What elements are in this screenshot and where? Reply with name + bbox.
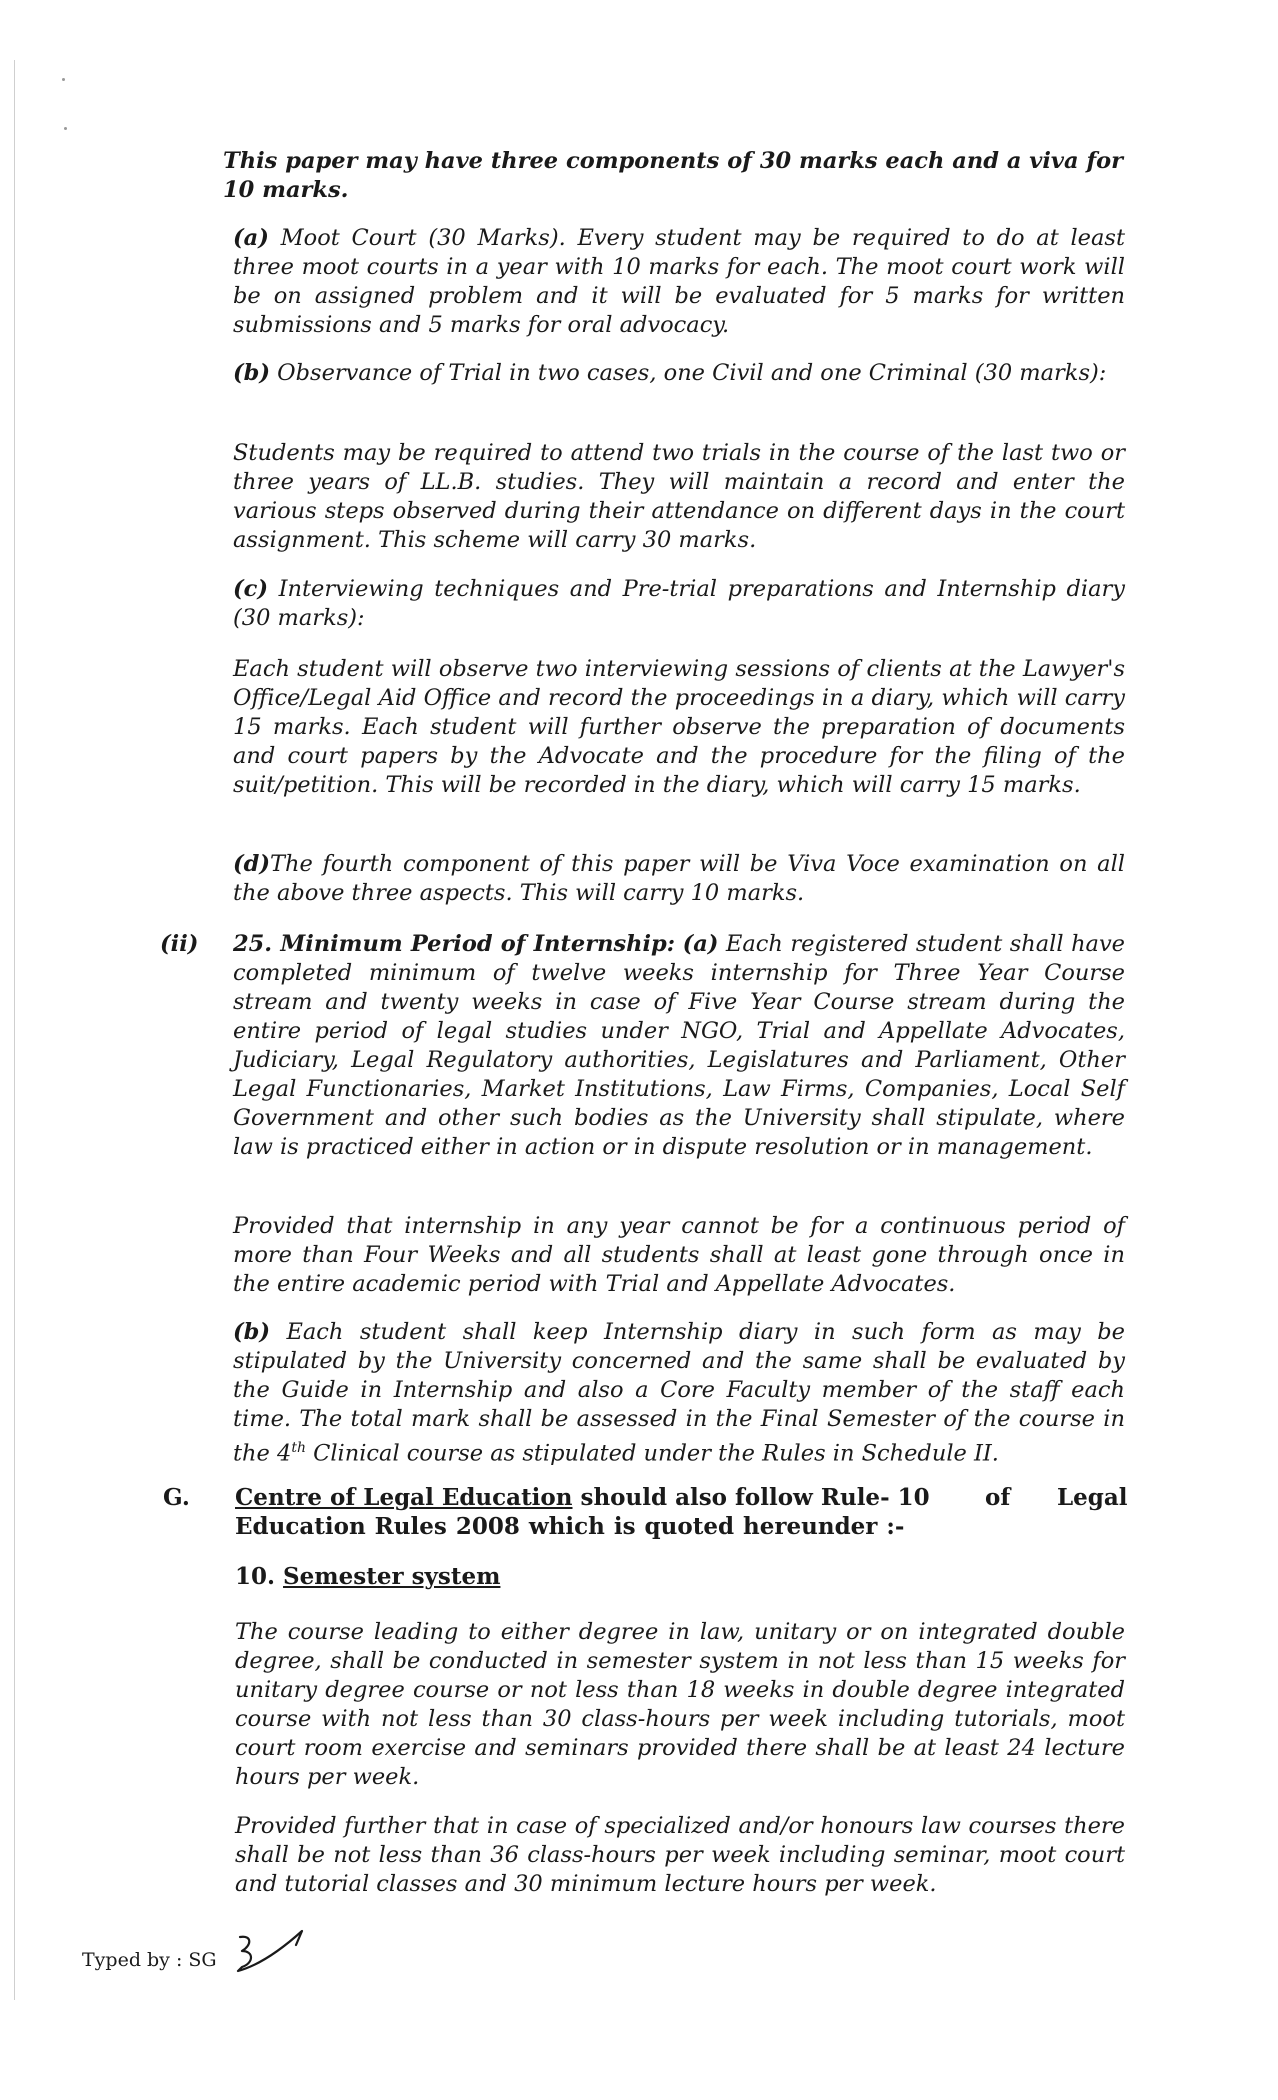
clause-25-b-text-1: Each student shall keep Internship diary in such form as may be stipulated by the University concerned and the same shall be evaluated by the Guide in Internship and also a Core Faculty member of the staff each time. The total mark shall be assessed in the Final Semester of the course in the 4: [233, 1319, 1125, 1467]
section-10-heading: [235, 1562, 835, 1591]
section-10-paragraph-2: Provided further that in case of specialized and/or honours law courses there shall be not less than 36 class-hours per week including seminar, moot court and tutorial classes and 30 minimum lecture hours per week.: [235, 1813, 1125, 1897]
clause-25-b-sup: th: [291, 1440, 306, 1456]
section-10-number: 10.: [235, 1563, 276, 1590]
component-a-label: (a): [233, 225, 269, 251]
clause-25-proviso: Provided that internship in any year cannot be for a continuous period of more than Four Weeks and all students shall at least gone through once in the entire academic period with Trial and Appellate Advocates.: [233, 1213, 1125, 1297]
initials-signature: [230, 1925, 310, 1985]
section-g-underlined: Centre of Legal Education: [235, 1484, 573, 1511]
scan-edge: [14, 60, 15, 2000]
clause-25: [233, 930, 1125, 1162]
clause-25-a-text: Each registered student shall have completed minimum of twelve weeks internship for Three Year Course stream and twenty weeks in case of Five Year Course stream during the entire period of legal studies under NGO, Trial and Appellate Advocates, Judiciary, Legal Regulatory authorities, Legislatures and Parliament, Other Legal Functionaries, Market Institutions, Law Firms, Companies, Local Self Government and other such bodies as the University shall stipulate, where law is practiced either in action or in dispute resolution or in management.: [233, 931, 1125, 1160]
clause-25-b: [233, 1318, 1125, 1469]
component-b-text: Observance of Trial in two cases, one Civil and one Criminal (30 marks):: [270, 360, 1107, 386]
clause-ii-number: (ii): [160, 931, 199, 957]
component-a-text: Moot Court (30 Marks). Every student may be required to do at least three moot courts in a year with 10 marks for each. The moot court work will be on assigned problem and it will be evaluated for 5 marks for written submissions and 5 marks for oral advocacy.: [233, 225, 1125, 338]
clause-25-b-text-2: Clinical course as stipulated under the Rules in Schedule II.: [305, 1440, 999, 1467]
section-g-letter: G.: [163, 1484, 190, 1511]
typed-by-label: Typed by : SG: [82, 1949, 217, 1971]
section-g-rest: should also follow Rule- 10: [572, 1484, 930, 1511]
component-b-label: (b): [233, 360, 271, 386]
component-d-text: The fourth component of this paper will be Viva Voce examination on all the above three aspects. This will carry 10 marks.: [233, 851, 1125, 906]
section-10-paragraph-1: The course leading to either degree in law, unitary or on integrated double degree, shall be conducted in semester system in not less than 15 weeks for unitary degree course or not less than 18 weeks in double degree integrated course with not less than 30 class-hours per week including tutorials, moot court room exercise and seminars provided there shall be at least 24 lecture hours per week.: [235, 1619, 1125, 1790]
component-c-body: Each student will observe two interviewing sessions of clients at the Lawyer's Office/Legal Aid Office and record the proceedings in a diary, which will carry 15 marks. Each student will further observe the preparation of documents and court papers by the Advocate and the procedure for the filing of the suit/petition. This will be recorded in the diary, which will carry 15 marks.: [233, 656, 1125, 798]
section-g-legal: Legal: [1057, 1484, 1128, 1511]
clause-25-a-label: (a): [682, 931, 719, 957]
clause-25-b-label: (b): [233, 1319, 271, 1345]
scan-speck: [64, 127, 67, 130]
component-a: [233, 224, 1125, 340]
component-c-label: (c): [233, 576, 268, 602]
component-d: [233, 850, 1125, 908]
section-10-title: Semester system: [283, 1563, 501, 1590]
component-d-label: (d): [233, 851, 271, 877]
section-g-of: of: [985, 1484, 1011, 1511]
section-g-line-2: Education Rules 2008 which is quoted hereunder :-: [235, 1513, 905, 1540]
component-c: [233, 575, 1125, 633]
component-b-body: Students may be required to attend two trials in the course of the last two or three years of LL.B. studies. They will maintain a record and enter the various steps observed during their attendance on different days in the court assignment. This scheme will carry 30 marks.: [233, 440, 1125, 553]
component-b: [233, 359, 1125, 388]
component-c-text: Interviewing techniques and Pre-trial preparations and Internship diary (30 marks):: [233, 576, 1125, 631]
intro-paragraph: This paper may have three components of 30 marks each and a viva for 10 marks.: [223, 148, 1123, 203]
clause-25-heading: 25. Minimum Period of Internship:: [233, 931, 676, 957]
scan-speck: [62, 78, 65, 81]
